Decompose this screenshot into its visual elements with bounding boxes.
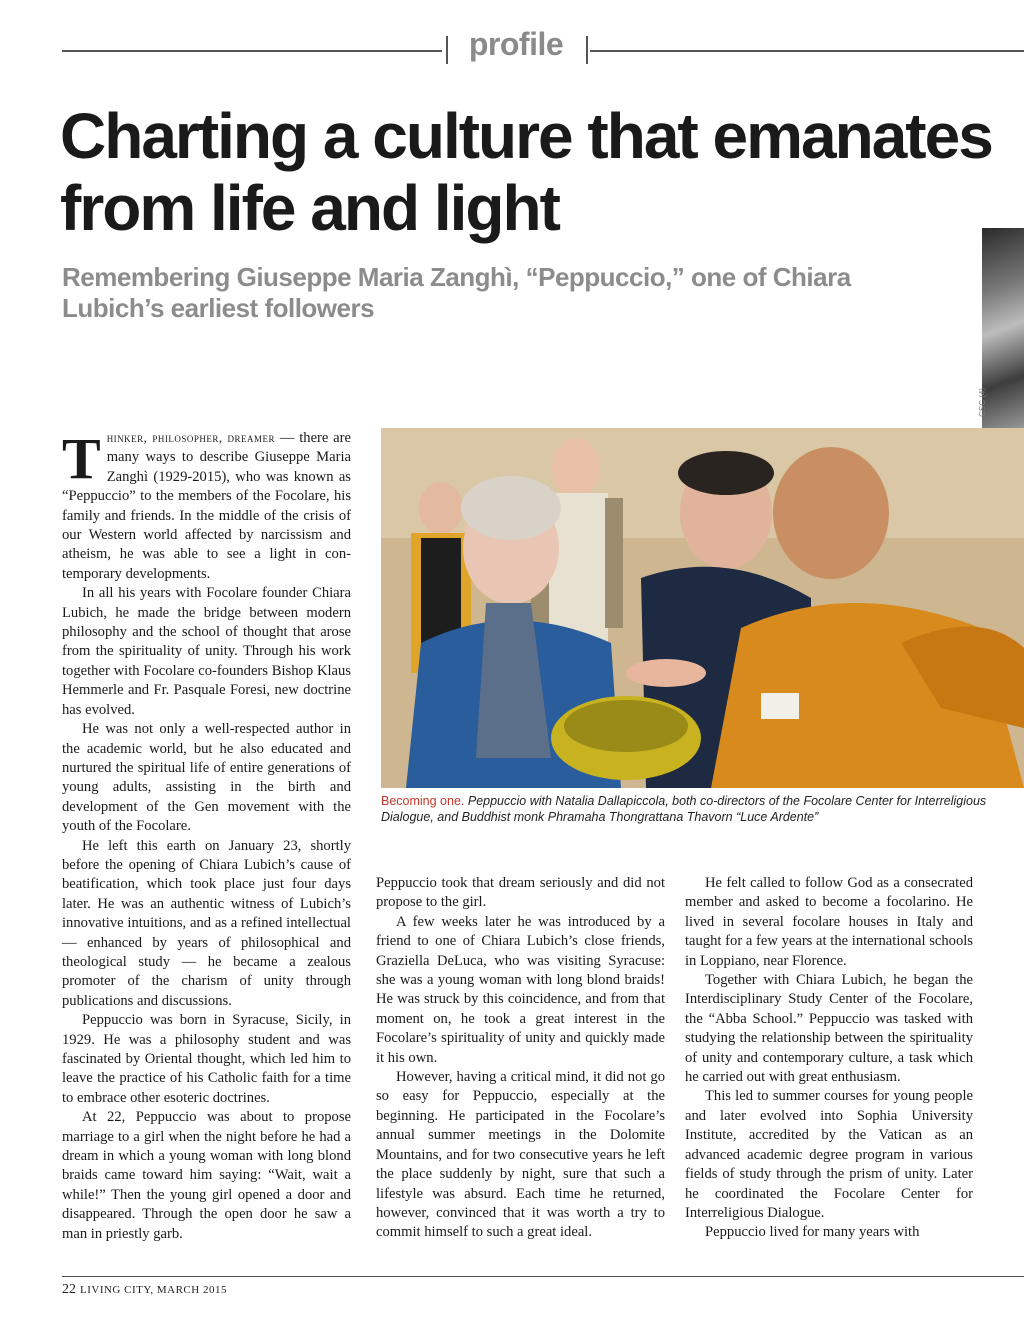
paragraph-13: Peppuccio lived for many years with: [705, 1224, 920, 1241]
headline: Charting a culture that emanates from life and light: [60, 100, 992, 244]
photo-illustration: [381, 428, 1024, 788]
footer-rule: [62, 1276, 1024, 1277]
paragraph-1-text: — there are many ways to describe Giuseppe Maria Zanghì (1929-2015), who was known as “Peppuccio” to the members of the Focolare, his family and friends. In the middle of the crisis of our Western world affected by narcissism and atheism, he was able to see a light in contemporary developments.: [62, 430, 351, 582]
section-label: profile: [468, 26, 564, 62]
edge-photo: [982, 228, 1024, 430]
page-number: 22: [62, 1282, 76, 1297]
article-column-2: [376, 874, 665, 1243]
opening-smallcaps: hinker, philosopher, dreamer: [106, 430, 276, 445]
paragraph-8: A few weeks later he was introduced by a friend to one of Chiara Lubich’s close friends, Graziella DeLuca, who was visiting Syracuse: she was a young woman with long blond braids! He was struck by this coincidence, and from that moment on, he took a great interest in the Focolare’s spirituality of unity and quickly made it his own.: [376, 913, 665, 1066]
paragraph-11: Together with Chiara Lubich, he began the Interdisciplinary Study Center of the Focolare, the “Abba School.” Peppuccio was tasked with studying the relationship between the spirituality of unity and contemporary culture, a task which he carried out with great enthusiasm.: [685, 972, 973, 1086]
header-bar-left: [446, 36, 448, 64]
paragraph-2: In all his years with Focolare founder Chiara Lubich, he made the bridge between modern philosophy and the school of thought that arose from the spirituality of unity. Through his work together with Focolare co-founders Bishop Klaus Hemmerle and Fr. Pasquale Foresi, new doctrine has evolved.: [62, 585, 351, 718]
subhead: Remembering Giuseppe Maria Zanghì, “Peppuccio,” one of Chiara Lubich’s earliest followers: [62, 262, 851, 323]
paragraph-9: However, having a critical mind, it did not go so easy for Peppuccio, especially at the beginning. He participated in the Focolare’s annual summer meetings in the Dolomite Mountains, and for two consecutive years he left the place suddenly by night, sure that such a lifestyle was absurd. Each time he returned, however, convinced that it was worth a try to commit himself to such a great ideal.: [376, 1069, 665, 1241]
photo-credit: CSC (4): [978, 388, 987, 417]
paragraph-7: Peppuccio took that dream seriously and did not propose to the girl.: [376, 875, 665, 911]
paragraph-3: He was not only a well-respected author in the academic world, but he also educated and nurtured the spiritual life of entire generations of young adults, assisting in the birth and development of the Gen movement with the youth of the Focolare.: [62, 721, 351, 835]
caption-lead: Becoming one.: [381, 794, 465, 808]
paragraph-12: This led to summer courses for young people and later evolved into Sophia University Institute, accredited by the Vatican as an advanced academic degree program in various fields of study through the prism of unity. Later he coordinated the Focolare Center for Interreligious Dialogue.: [685, 1088, 973, 1221]
main-photo: [381, 428, 1024, 788]
paragraph-1: [62, 428, 351, 584]
header-rule-right: [590, 50, 1024, 52]
paragraph-5: Peppuccio was born in Syracuse, Sicily, in 1929. He was a philosophy student and was fascinated by Oriental thought, which led him to leave the practice of his Catholic faith for a time to embrace other esoteric doctrines.: [62, 1012, 351, 1106]
header-rule-left: [62, 50, 442, 52]
article-column-1: [62, 428, 351, 1244]
paragraph-6: At 22, Peppuccio was about to propose marriage to a girl when the night before he had a dream in which a young woman with long blond braids came toward him saying: “Wait, wait a while!” Then the young girl opened a door and disappeared. Through the open door he saw a man in priestly garb.: [62, 1109, 351, 1242]
caption-text: Peppuccio with Natalia Dallapiccola, both co-directors of the Focolare Center for Interreligious Dialogue, and Buddhist monk Phramaha Thongrattana Thavorn “Luce Ardente”: [381, 794, 987, 824]
drop-cap: T: [62, 426, 101, 491]
photo-caption: [381, 793, 1001, 825]
article-column-3: [685, 874, 973, 1243]
page-footer: [62, 1282, 227, 1298]
header-bar-right: [586, 36, 588, 64]
paragraph-4: He left this earth on January 23, shortly before the opening of Chiara Lubich’s cause of beatification, which took place just four days later. He was an authentic witness of Lubich’s innovative intuitions, and as a refined intellectual — enhanced by years of philosophical and theological study — he became a zealous promoter of the charism of unity through publications and discussions.: [62, 837, 351, 1009]
paragraph-10: He felt called to follow God as a consecrated member and asked to become a focolarino. He lived in several focolare houses in Italy and taught for a few years at the international schools in Loppiano, near Florence.: [685, 875, 973, 969]
publication-line: LIVING CITY, MARCH 2015: [80, 1284, 227, 1296]
